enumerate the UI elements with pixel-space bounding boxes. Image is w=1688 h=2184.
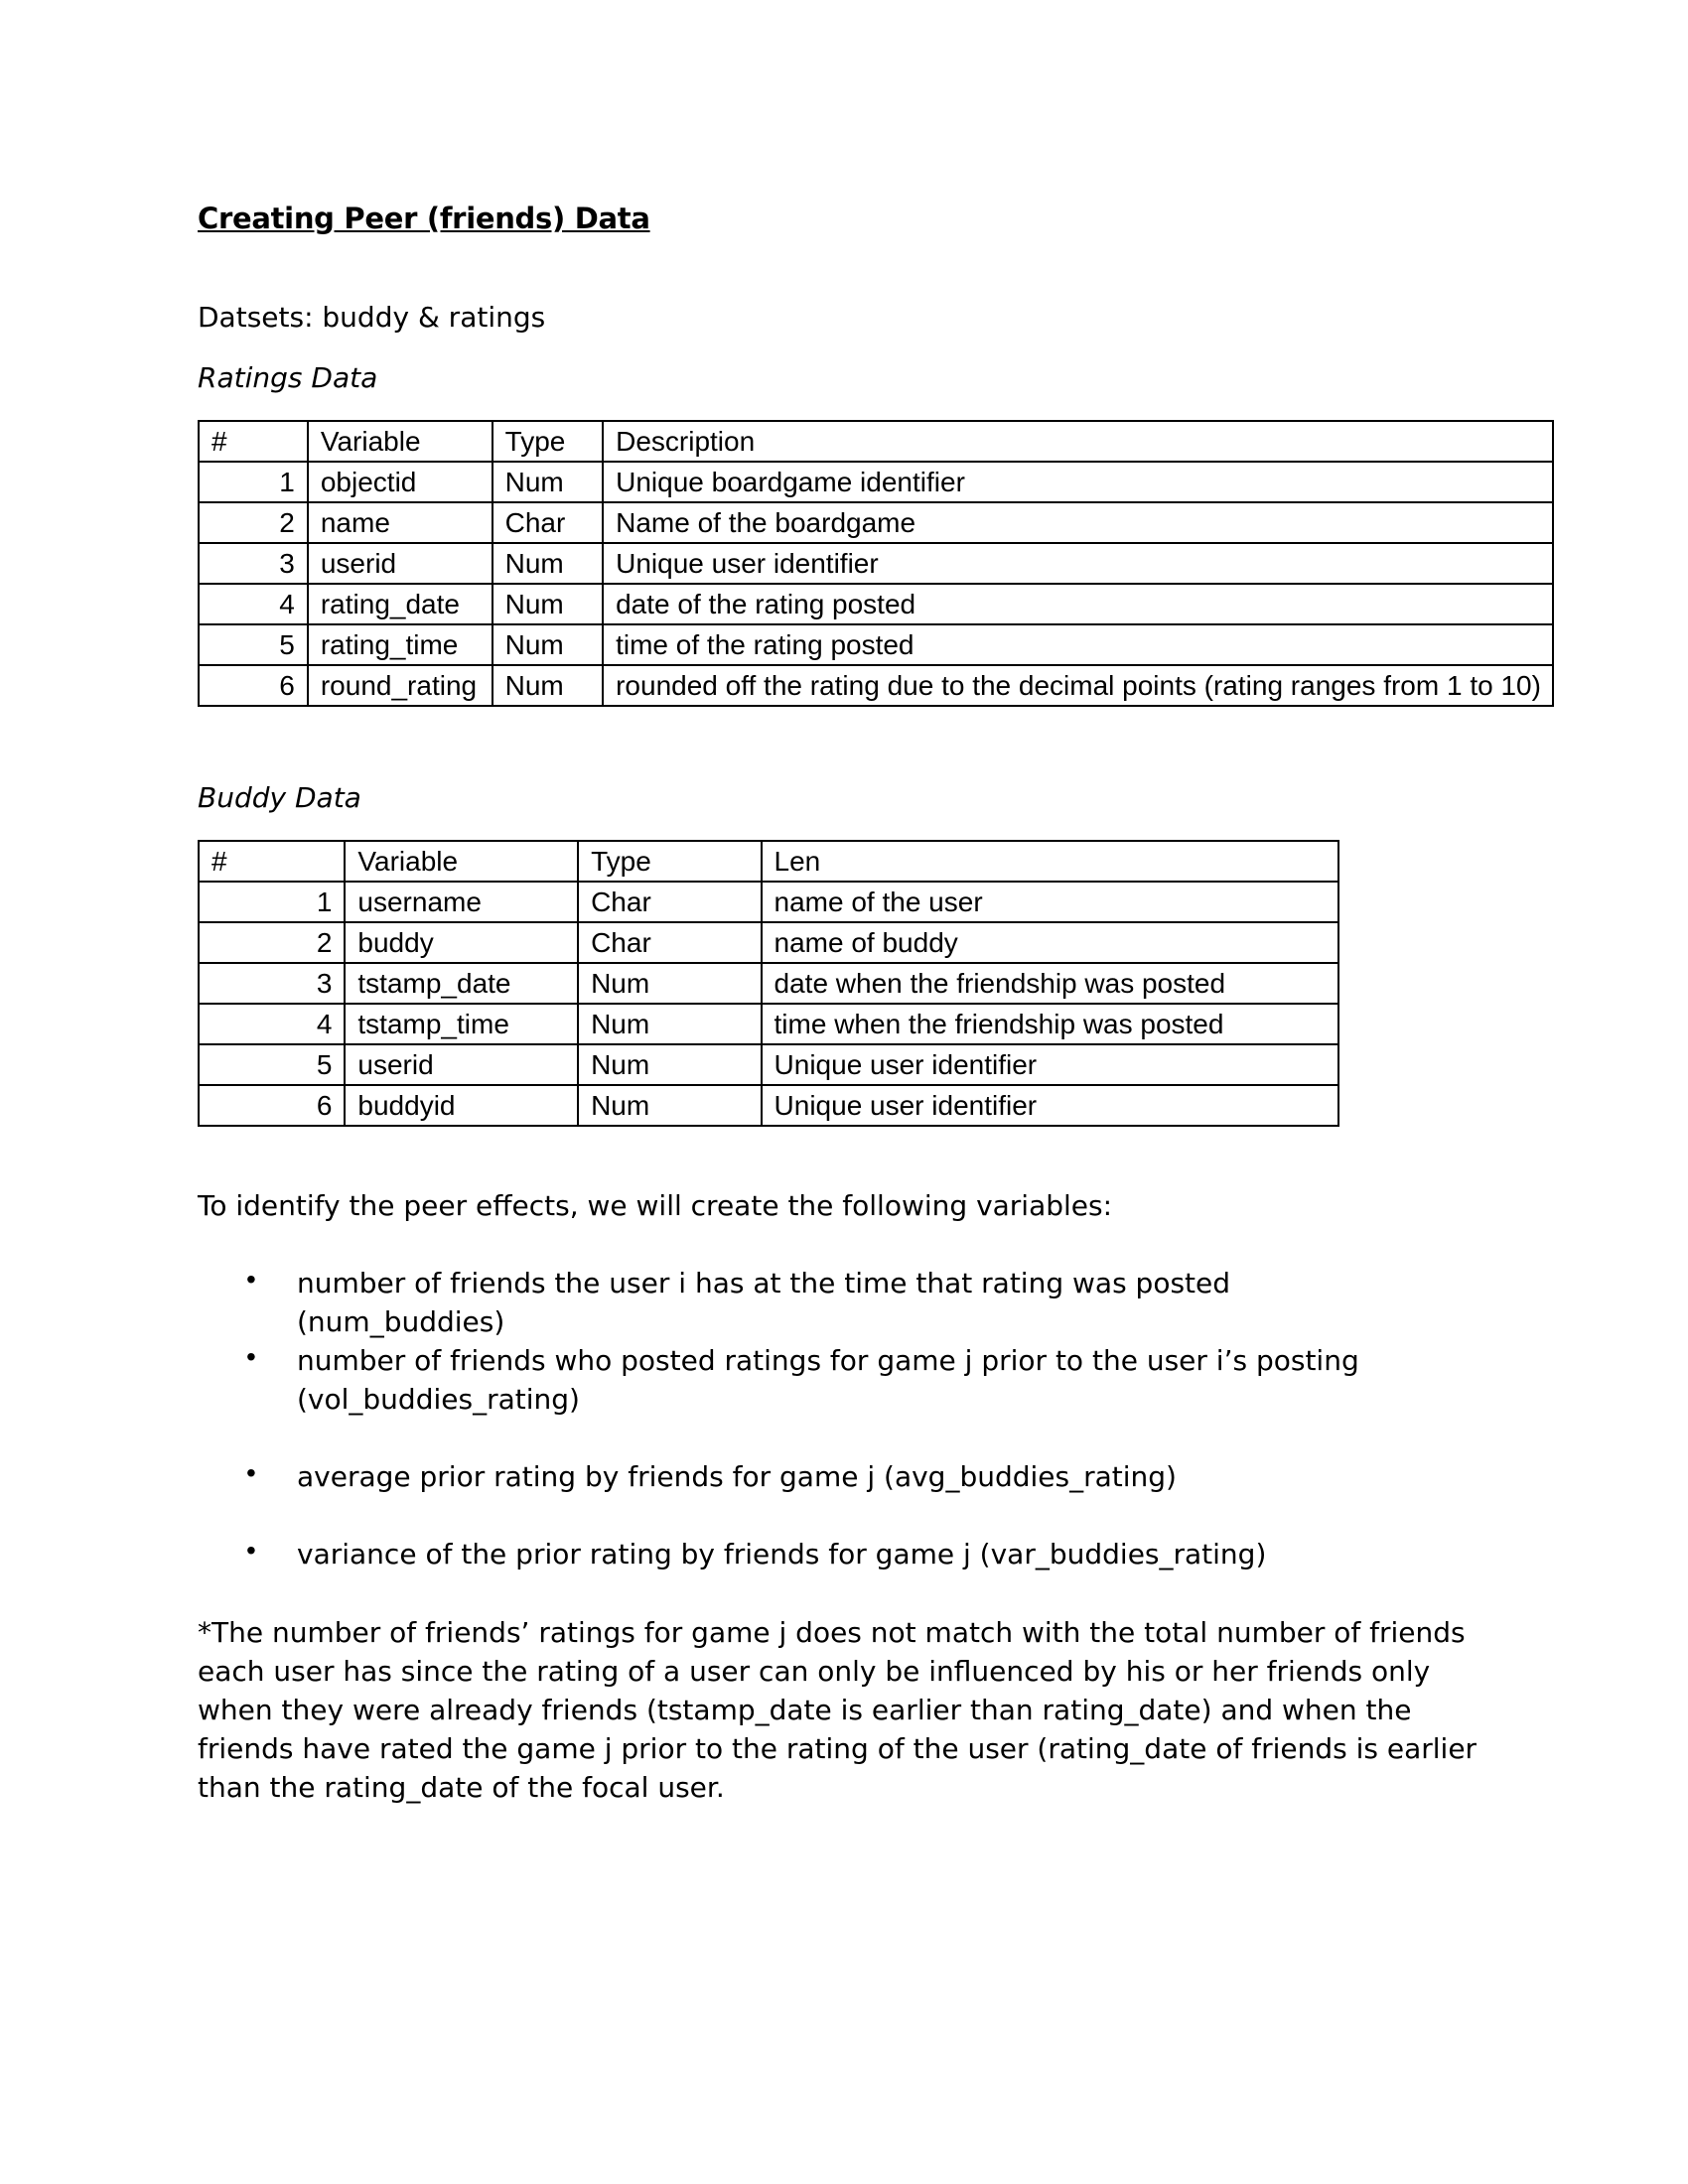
ratings-table <box>198 420 1554 707</box>
table-row <box>199 922 1338 963</box>
header-cell: # <box>199 421 308 462</box>
type-cell: Num <box>492 624 603 665</box>
type-cell: Num <box>578 1085 761 1126</box>
header-cell: Description <box>603 421 1553 462</box>
row-number: 5 <box>199 624 308 665</box>
table-row <box>199 963 1338 1004</box>
description-cell: Name of the boardgame <box>603 502 1553 543</box>
row-number: 4 <box>199 1004 345 1044</box>
intro-paragraph: To identify the peer effects, we will create the following variables: <box>198 1189 1113 1222</box>
variable-cell: userid <box>345 1044 578 1085</box>
len-cell: name of the user <box>762 882 1338 922</box>
datasets-line: Datsets: buddy & ratings <box>198 301 546 334</box>
bullet-dot-icon: • <box>246 1264 256 1295</box>
variable-cell: userid <box>308 543 492 584</box>
header-cell: Variable <box>345 841 578 882</box>
table-row <box>199 665 1553 706</box>
len-cell: date when the friendship was posted <box>762 963 1338 1004</box>
type-cell: Char <box>578 882 761 922</box>
row-number: 1 <box>199 462 308 502</box>
row-number: 3 <box>199 963 345 1004</box>
header-cell: Type <box>492 421 603 462</box>
table-row <box>199 1085 1338 1126</box>
header-cell: Variable <box>308 421 492 462</box>
page-title: Creating Peer (friends) Data <box>198 202 650 235</box>
len-cell: name of buddy <box>762 922 1338 963</box>
variable-cell: tstamp_time <box>345 1004 578 1044</box>
bullet-item: average prior rating by friends for game j (avg_buddies_rating) <box>297 1460 1177 1493</box>
bullet-item: variance of the prior rating by friends for game j (var_buddies_rating) <box>297 1538 1267 1570</box>
table-row <box>199 882 1338 922</box>
table-row <box>199 1044 1338 1085</box>
buddy-heading: Buddy Data <box>198 781 361 814</box>
bullet-dot-icon: • <box>246 1535 256 1566</box>
type-cell: Num <box>492 665 603 706</box>
header-cell: # <box>199 841 345 882</box>
table-row <box>199 624 1553 665</box>
ratings-heading: Ratings Data <box>198 361 378 394</box>
variable-cell: objectid <box>308 462 492 502</box>
row-number: 6 <box>199 665 308 706</box>
description-cell: date of the rating posted <box>603 584 1553 624</box>
table-row <box>199 462 1553 502</box>
row-number: 2 <box>199 502 308 543</box>
table-header-row <box>199 841 1338 882</box>
table-header-row <box>199 421 1553 462</box>
header-cell: Type <box>578 841 761 882</box>
variable-cell: username <box>345 882 578 922</box>
row-number: 1 <box>199 882 345 922</box>
buddy-table <box>198 840 1339 1127</box>
type-cell: Num <box>492 543 603 584</box>
type-cell: Num <box>492 584 603 624</box>
description-cell: time of the rating posted <box>603 624 1553 665</box>
variable-cell: rating_time <box>308 624 492 665</box>
description-cell: Unique user identifier <box>603 543 1553 584</box>
table-row <box>199 1004 1338 1044</box>
type-cell: Num <box>578 1004 761 1044</box>
len-cell: Unique user identifier <box>762 1085 1338 1126</box>
row-number: 4 <box>199 584 308 624</box>
description-cell: rounded off the rating due to the decimal points (rating ranges from 1 to 10) <box>603 665 1553 706</box>
row-number: 2 <box>199 922 345 963</box>
len-cell: Unique user identifier <box>762 1044 1338 1085</box>
footnote-paragraph: *The number of friends’ ratings for game j does not match with the total number of friends each user has since the rating of a user can only be influenced by his or her friends only when they were already friends (tstamp_date is earlier than rating_date) and when the friends have rated the game j prior to the rating of the user (rating_date of friends is earlier than the rating_date of the focal user. <box>198 1616 1477 1804</box>
row-number: 6 <box>199 1085 345 1126</box>
bullet-item: number of friends who posted ratings for game j prior to the user i’s posting (vol_buddies_rating) <box>297 1344 1359 1416</box>
variable-cell: buddy <box>345 922 578 963</box>
table-row <box>199 584 1553 624</box>
bullet-dot-icon: • <box>246 1341 256 1372</box>
variable-cell: rating_date <box>308 584 492 624</box>
row-number: 5 <box>199 1044 345 1085</box>
variable-cell: tstamp_date <box>345 963 578 1004</box>
bullet-dot-icon: • <box>246 1457 256 1488</box>
type-cell: Char <box>492 502 603 543</box>
bullet-item: number of friends the user i has at the time that rating was posted (num_buddies) <box>297 1267 1231 1338</box>
type-cell: Num <box>578 963 761 1004</box>
row-number: 3 <box>199 543 308 584</box>
description-cell: Unique boardgame identifier <box>603 462 1553 502</box>
type-cell: Num <box>578 1044 761 1085</box>
type-cell: Num <box>492 462 603 502</box>
table-row <box>199 543 1553 584</box>
table-row <box>199 502 1553 543</box>
type-cell: Char <box>578 922 761 963</box>
variable-cell: round_rating <box>308 665 492 706</box>
variable-cell: buddyid <box>345 1085 578 1126</box>
len-cell: time when the friendship was posted <box>762 1004 1338 1044</box>
variable-cell: name <box>308 502 492 543</box>
header-cell: Len <box>762 841 1338 882</box>
